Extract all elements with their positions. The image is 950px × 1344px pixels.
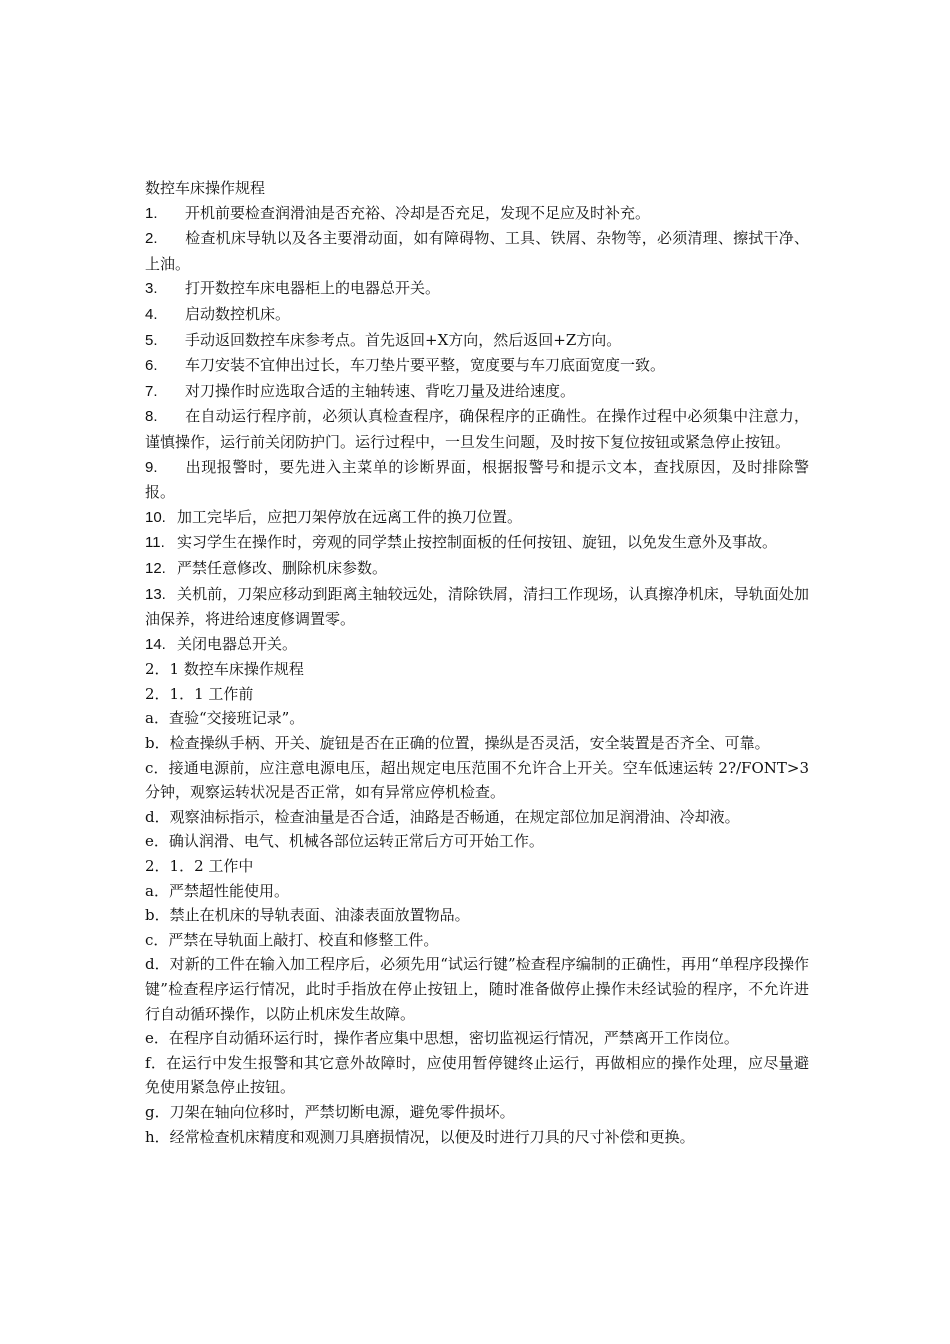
rule-text: 在自动运行程序前，必须认真检查程序，确保程序的正确性。在操作过程中必须集中注意力，谨慎操作，运行前关闭防护门。运行过程中，一旦发生问题，及时按下复位按钮或紧急停止按钮。 [145,407,809,451]
rule-item [145,276,809,302]
rule-number: 8. [145,408,158,426]
list-item: f．在运行中发生报警和其它意外故障时，应使用暂停键终止运行，再做相应的操作处理，应尽量避免使用紧急停止按钮。 [145,1053,809,1097]
rule-number: 7. [145,382,158,400]
list-item: e．确认润滑、电气、机械各部位运转正常后方可开始工作。 [145,832,544,851]
rule-number: 13. [145,585,166,603]
rule-item [145,632,809,658]
rule-item [145,556,809,582]
list-item: c．接通电源前，应注意电源电压，超出规定电压范围不允许合上开关。空车低速运转 2?/FONT>3 分钟，观察运转状况是否正常，如有异常应停机检查。 [145,758,809,802]
rule-number: 4. [145,305,158,323]
rule-number: 2. [145,230,158,248]
list-item: d．观察油标指示，检查油量是否合适，油路是否畅通，在规定部位加足润滑油、冷却液。 [145,807,740,826]
rule-item [145,302,809,328]
rule-text: 实习学生在操作时，旁观的同学禁止按控制面板的任何按钮、旋钮，以免发生意外及事故。 [177,533,778,552]
rule-text: 车刀安装不宜伸出过长，车刀垫片要平整，宽度要与车刀底面宽度一致。 [185,356,666,375]
list-item: g．刀架在轴向位移时，严禁切断电源，避免零件损坏。 [145,1102,515,1121]
rule-number: 6. [145,357,158,375]
rule-text: 关闭电器总开关。 [177,634,298,653]
rule-number: 11. [145,534,165,552]
rule-number: 9. [145,458,158,476]
rule-text: 出现报警时，要先进入主菜单的诊断界面，根据报警号和提示文本，查找原因，及时排除警报。 [145,457,809,502]
document-page [145,176,809,1149]
rule-item [145,455,809,505]
rule-item [145,530,809,556]
rule-item [145,353,809,379]
list-item: a．查验“交接班记录”。 [145,709,305,728]
rule-item [145,505,809,531]
rule-text: 对刀操作时应选取合适的主轴转速、背吃刀量及进给速度。 [185,381,576,400]
rule-number: 14. [145,635,166,653]
list-item: c．严禁在导轨面上敲打、校直和修整工件。 [145,930,439,949]
list-item: b．检查操纵手柄、开关、旋钮是否在正确的位置，操纵是否灵活，安全装置是否齐全、可靠。 [145,734,770,753]
rule-item [145,226,809,276]
rule-item [145,201,809,227]
list-item: b．禁止在机床的导轨表面、油漆表面放置物品。 [145,906,470,925]
rule-number: 3. [145,280,158,298]
section-heading: 2．1 数控车床操作规程 [145,660,304,679]
rule-number: 1. [145,204,158,222]
list-item: h．经常检查机床精度和观测刀具磨损情况，以便及时进行刀具的尺寸补偿和更换。 [145,1127,695,1146]
list-item: d．对新的工件在输入加工程序后，必须先用“试运行键”检查程序编制的正确性，再用“单程序段操作键”检查程序运行情况，此时手指放在停止按钮上，随时准备做停止操作未经试验的程序，不允许进行自动循环操作，以防止机床发生故障。 [145,955,809,1023]
rule-text: 手动返回数控车床参考点。首先返回+X方向，然后返回+Z方向。 [185,330,622,349]
subsection-heading: 2．1．1 工作前 [145,684,254,703]
subsection-heading: 2．1．2 工作中 [145,857,254,876]
rule-number: 5. [145,331,158,349]
rule-text: 加工完毕后，应把刀架停放在远离工件的换刀位置。 [177,507,523,526]
rule-text: 关机前，刀架应移动到距离主轴较远处，清除铁屑，清扫工作现场，认真擦净机床，导轨面处加油保养，将进给速度修调置零。 [145,584,809,629]
list-item: e．在程序自动循环运行时，操作者应集中思想，密切监视运行情况，严禁离开工作岗位。 [145,1029,739,1048]
rule-text: 开机前要检查润滑油是否充裕、冷却是否充足，发现不足应及时补充。 [185,203,651,222]
rule-text: 检查机床导轨以及各主要滑动面，如有障碍物、工具、铁屑、杂物等，必须清理、擦拭干净、上油。 [145,229,809,273]
rule-item [145,582,809,632]
rule-item [145,379,809,405]
rule-number: 10. [145,508,166,526]
rule-item [145,404,809,454]
rule-number: 12. [145,559,166,577]
rule-text: 严禁任意修改、删除机床参数。 [177,558,388,577]
rule-item [145,328,809,354]
rule-text: 打开数控车床电器柜上的电器总开关。 [185,279,441,298]
list-item: a．严禁超性能使用。 [145,881,289,900]
document-title: 数控车床操作规程 [145,179,266,197]
rule-text: 启动数控机床。 [185,304,291,323]
